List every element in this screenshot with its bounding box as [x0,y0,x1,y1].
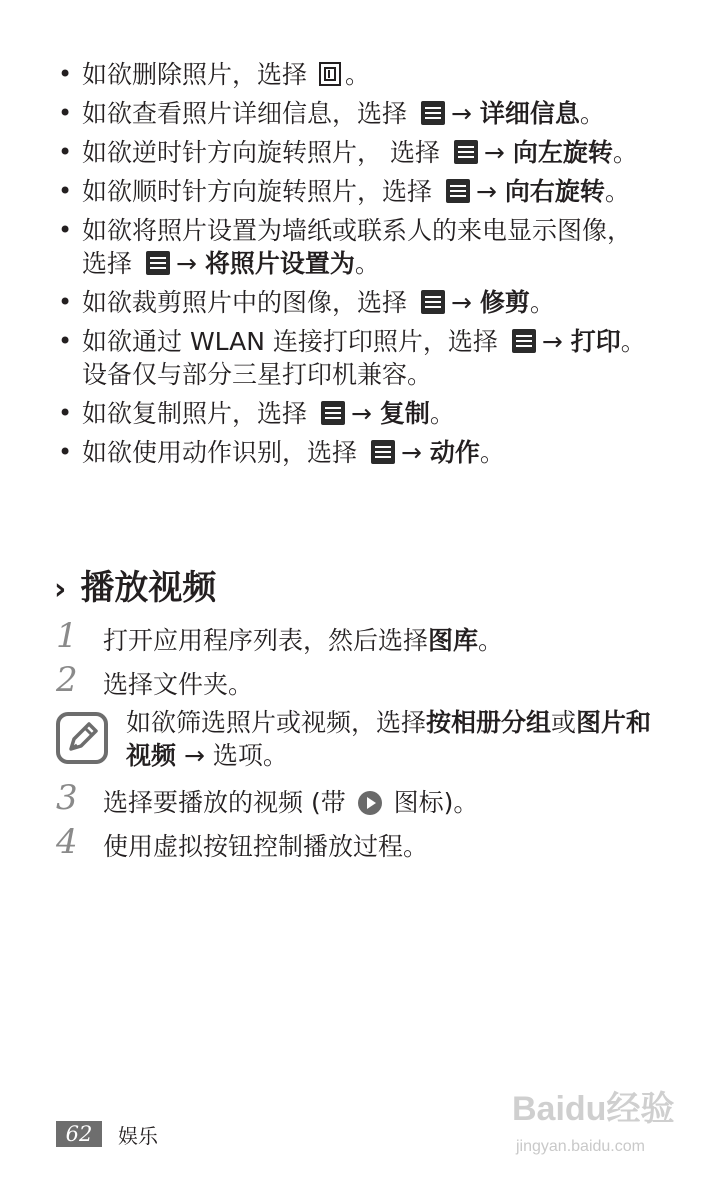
step-number: 3 [56,778,78,818]
chapter-label: 娱乐 [118,1124,158,1148]
step-text: 选择文件夹。 [103,670,254,699]
menu-icon [371,440,395,464]
menu-icon [321,401,345,425]
list-item: • 如欲顺时针方向旋转照片，选择 → 向右旋转。 [56,175,656,208]
menu-icon [512,329,536,353]
step-number: 2 [56,660,78,700]
gallery-options-list [56,58,656,475]
watermark-url: jingyan.baidu.com [516,1138,645,1155]
trash-icon [319,62,341,86]
baidu-logo: Baidu经验 [512,1090,675,1128]
list-item: • 如欲使用动作识别，选择 → 动作。 [56,436,656,469]
step-number: 4 [56,822,78,862]
section-title: 播放视频 [80,568,217,608]
menu-icon [446,179,470,203]
menu-icon [146,251,170,275]
list-item: • 如欲将照片设置为墙纸或联系人的来电显示图像，选择 → 将照片设置为。 [56,214,656,280]
list-item: • 如欲裁剪照片中的图像，选择 → 修剪。 [56,286,656,319]
menu-icon [421,290,445,314]
page-number: 62 [56,1121,102,1147]
note-pencil-icon [56,712,108,764]
list-item: • 如欲逆时针方向旋转照片， 选择 → 向左旋转。 [56,136,656,169]
menu-icon [421,101,445,125]
list-item: • 如欲查看照片详细信息，选择 → 详细信息。 [56,97,656,130]
list-item: • 如欲通过 WLAN 连接打印照片，选择 → 打印。设备仅与部分三星打印机兼容。 [56,325,656,391]
chevron-right-icon: › [54,572,67,607]
note-text: 如欲筛选照片或视频，选择按相册分组或图片和视频 → 选项。 [126,708,652,770]
list-item: • 如欲复制照片，选择 → 复制。 [56,397,656,430]
page-footer [56,1121,456,1151]
play-icon [358,791,382,815]
step-text: 打开应用程序列表，然后选择图库。 [103,626,504,655]
watermark [512,1084,692,1164]
list-item: • 如欲删除照片，选择 。 [56,58,656,91]
step-text: 使用虚拟按钮控制播放过程。 [103,832,429,861]
step-text: 选择要播放的视频 (带 图标)。 [103,788,479,817]
section-heading [54,566,216,612]
menu-icon [454,140,478,164]
step-number: 1 [56,616,78,656]
